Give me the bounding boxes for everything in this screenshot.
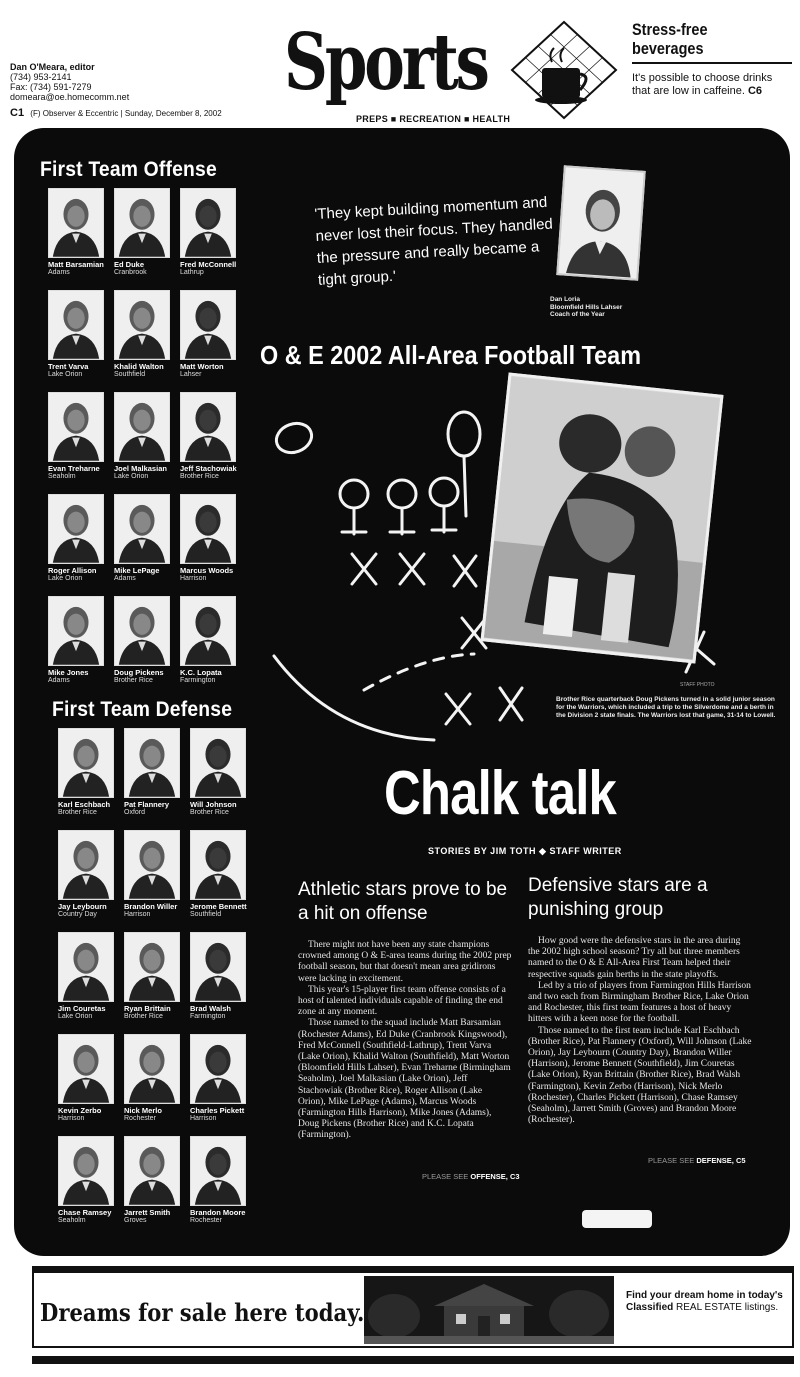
defense-player-card (124, 1034, 186, 1123)
offense-player-school: Harrison (180, 575, 207, 582)
classified-ad[interactable] (32, 1266, 794, 1348)
offense-paragraph-2: This year's 15-player first team offense consists of a host of talented individuals capable of finding the end zone at any moment. (298, 984, 506, 1018)
offense-player-school: Cranbrook (114, 269, 147, 276)
defense-player-card (190, 932, 252, 1021)
offense-player-photo (180, 494, 236, 564)
defense-paragraph-2: Led by a trio of players from Farmington Hills Harrison and two each from Birmingham Brother Rice, Lake Orion and Rochester, this first team features a host of heavy hitters with a keen nose for the football. (528, 980, 751, 1025)
defense-player-name: Pat Flannery (124, 800, 170, 809)
offense-player-photo (114, 290, 170, 360)
offense-player-name: Joel Malkasian (114, 464, 167, 473)
editor-contact (10, 62, 129, 102)
feature-headline: Chalk talk (384, 759, 616, 828)
defense-player-name: Chase Ramsey (58, 1208, 112, 1217)
offense-player-school: Brother Rice (114, 677, 153, 684)
defense-player-photo (124, 1034, 180, 1104)
offense-player-name: Khalid Walton (114, 362, 164, 371)
offense-player-school: Adams (48, 269, 70, 276)
defense-player-photo (124, 830, 180, 900)
offense-player-name: Doug Pickens (114, 668, 164, 677)
defense-player-name: Jay Leybourn (58, 902, 107, 911)
offense-player-school: Seaholm (48, 473, 76, 480)
defense-jump-prefix: PLEASE SEE (648, 1156, 695, 1165)
photo-caption: Brother Rice quarterback Doug Pickens turned in a solid junior season for the Warriors, which included a trip to the Silverdome and a berth in the Division 2 state finals. The Warriors lost that game, 31-14 to Lowell. (556, 696, 776, 719)
coach-school: Bloomfield Hills Lahser (550, 303, 623, 311)
defense-player-school: Harrison (190, 1115, 217, 1122)
offense-player-name: Mike Jones (48, 668, 89, 677)
editor-phone: (734) 953-2141 (10, 72, 72, 82)
defense-player-card (124, 932, 186, 1021)
offense-player-photo (48, 494, 104, 564)
offense-player-school: Southfield (114, 371, 146, 378)
defense-player-card (190, 1034, 252, 1123)
coffee-cup-icon (508, 20, 620, 120)
editor-fax: Fax: (734) 591-7279 (10, 82, 92, 92)
offense-player-card (180, 494, 242, 583)
page-number: C1 (10, 107, 25, 119)
defense-player-photo (190, 1034, 246, 1104)
offense-story-body (298, 940, 512, 1142)
offense-player-card (48, 188, 110, 277)
defense-player-card (124, 728, 186, 817)
defense-player-photo (58, 1034, 114, 1104)
folio-line (10, 107, 222, 119)
defense-player-school: Farmington (190, 1013, 226, 1020)
defense-player-school: Oxford (124, 809, 146, 816)
defense-player-photo (58, 932, 114, 1002)
defense-player-card (124, 830, 186, 919)
dateline: Observer & Eccentric | Sunday, December 8, 2002 (42, 109, 222, 118)
team-title: O & E 2002 All-Area Football Team (260, 340, 642, 370)
defense-player-photo (124, 932, 180, 1002)
offense-jump-ref: OFFENSE, C3 (470, 1172, 520, 1181)
defense-player-name: Brandon Willer (124, 902, 178, 911)
offense-jump-prefix: PLEASE SEE (422, 1172, 469, 1181)
teaser-text: It's possible to choose drinks that are low in caffeine. (632, 72, 773, 97)
teaser-divider (632, 62, 792, 64)
defense-player-name: Jerome Bennett (190, 902, 247, 911)
defense-player-name: Will Johnson (190, 800, 237, 809)
defense-player-name: Jim Couretas (58, 1004, 106, 1013)
offense-player-card (180, 290, 242, 379)
defense-player-name: Kevin Zerbo (58, 1106, 102, 1115)
defense-player-school: Lake Orion (58, 1013, 93, 1020)
offense-player-photo (48, 596, 104, 666)
offense-player-photo (114, 494, 170, 564)
defense-player-school: Southfield (190, 911, 222, 918)
offense-player-school: Lathrup (180, 269, 204, 276)
defense-player-card (58, 728, 120, 817)
defense-player-card (190, 728, 252, 817)
coach-caption (550, 296, 622, 319)
ad-line-3: REAL ESTATE listings. (676, 1302, 779, 1313)
defense-player-school: Rochester (190, 1217, 222, 1224)
offense-player-school: Lake Orion (114, 473, 149, 480)
teaser-headline-line1: Stress-free (632, 20, 708, 39)
coach-quote: 'They kept building momentum and never lost their focus. They handled the pressure and really became a tight group.' (314, 193, 554, 289)
defense-player-name: Ryan Brittain (124, 1004, 171, 1013)
section-subtitle: PREPS ■ RECREATION ■ HEALTH (356, 114, 511, 124)
defense-paragraph-3: Those named to the first team include Karl Eschbach (Brother Rice), Pat Flannery (Oxford), Will Johnson (Lake Orion), Jay Leybourn (Country Day), Brandon Willer (Harrison), Jerome Bennett (Southfield), Jim Couretas (Lake Orion), Ryan Brittain (Brother Rice), Brad Walsh (Farmington), Kevin Zerbo (Harrison), Nick Merlo (Rochester), Charles Pickett (Harrison), Chase Ramsey (Seaholm), Jarrett Smith (Groves) and Brandon Moore (Rochester). (528, 1025, 752, 1126)
defense-player-card (190, 830, 252, 919)
defense-player-photo (124, 728, 180, 798)
offense-player-card (114, 392, 176, 481)
offense-player-school: Lake Orion (48, 371, 83, 378)
offense-player-photo (180, 290, 236, 360)
teaser-headline[interactable] (632, 20, 708, 58)
defense-player-card (58, 1034, 120, 1123)
defense-paragraph-1: How good were the defensive stars in the area during the 2002 high school season? Try all but three members named to the O & E All-Area First Team helped their respective squads gain berths in the state playoffs. (528, 936, 741, 980)
offense-player-name: Mike LePage (114, 566, 160, 575)
offense-player-photo (48, 392, 104, 462)
defense-player-school: Brother Rice (58, 809, 97, 816)
offense-player-card (48, 494, 110, 583)
defense-heading: First Team Defense (52, 698, 233, 721)
editor-email[interactable]: domeara@oe.homecomm.net (10, 92, 130, 102)
offense-player-name: Fred McConnell (180, 260, 237, 269)
defense-player-card (190, 1136, 252, 1225)
defense-player-photo (58, 728, 114, 798)
offense-player-school: Lake Orion (48, 575, 83, 582)
section-title: Sports (284, 17, 487, 108)
defense-jump-ref: DEFENSE, C5 (696, 1156, 746, 1165)
defense-player-school: Harrison (58, 1115, 85, 1122)
defense-player-photo (58, 1136, 114, 1206)
bottom-rule (32, 1356, 794, 1364)
defense-player-name: Charles Pickett (190, 1106, 245, 1115)
offense-story-headline[interactable]: Athletic stars prove to be a hit on offense (298, 879, 508, 924)
offense-player-name: Jeff Stachowiak (180, 464, 237, 473)
promo-tag (582, 1210, 652, 1228)
feature-panel (14, 128, 790, 1256)
offense-player-name: Ed Duke (114, 260, 145, 269)
offense-player-card (48, 290, 110, 379)
offense-player-photo (180, 188, 236, 258)
offense-player-card (114, 290, 176, 379)
offense-player-name: Trent Varva (48, 362, 89, 371)
defense-player-card (124, 1136, 186, 1225)
offense-paragraph-3: Those named to the squad include Matt Barsamian (Rochester Adams), Ed Duke (Cranbrook Kingswood), Fred McConnell (Southfield-Lathrup), Trent Varva (Lake Orion), Khalid Walton (Southfield), Matt Worton (Bloomfield Hills Lahser), Evan Treharne (Birmingham Seaholm), Joel Malkasian (Lake Orion), Jeff Stachowiak (Brother Rice), Roger Allison (Lake Orion), Mike LePage (Adams), Marcus Woods (Farmington Hills Harrison), Mike Jones (Adams), Doug Pickens (Brother Rice) and K.C. Lopata (Farmington). (298, 1018, 511, 1141)
coach-title: Coach of the Year (550, 311, 605, 318)
offense-player-photo (48, 188, 104, 258)
offense-player-card (48, 392, 110, 481)
offense-player-name: K.C. Lopata (180, 668, 222, 677)
action-photo (480, 372, 723, 663)
defense-story-body (528, 936, 754, 1126)
offense-player-photo (48, 290, 104, 360)
teaser-summary[interactable] (632, 72, 792, 98)
offense-player-name: Marcus Woods (180, 566, 234, 575)
defense-player-photo (190, 830, 246, 900)
offense-player-card (114, 494, 176, 583)
defense-player-school: Rochester (124, 1115, 156, 1122)
offense-player-photo (180, 392, 236, 462)
photo-credit: STAFF PHOTO (680, 682, 715, 688)
offense-player-photo (180, 596, 236, 666)
defense-player-name: Brandon Moore (190, 1208, 246, 1217)
defense-player-photo (190, 728, 246, 798)
offense-player-name: Evan Treharne (48, 464, 100, 473)
offense-player-name: Matt Barsamian (48, 260, 104, 269)
defense-player-school: Brother Rice (124, 1013, 163, 1020)
defense-player-card (58, 1136, 120, 1225)
offense-player-photo (114, 188, 170, 258)
ad-headline: Dreams for sale here today. (40, 1298, 365, 1327)
offense-jump-link[interactable] (422, 1172, 520, 1181)
offense-player-photo (114, 596, 170, 666)
coach-name: Dan Loria (550, 296, 580, 303)
offense-player-school: Lahser (180, 371, 202, 378)
defense-player-photo (124, 1136, 180, 1206)
defense-player-school: Groves (124, 1217, 147, 1224)
offense-player-card (114, 188, 176, 277)
offense-player-card (180, 188, 242, 277)
defense-player-school: Seaholm (58, 1217, 86, 1224)
byline: STORIES BY JIM TOTH ◆ STAFF WRITER (428, 846, 622, 856)
defense-player-card (58, 830, 120, 919)
offense-player-card (180, 596, 242, 685)
defense-story-headline[interactable]: Defensive stars are a punishing group (528, 875, 708, 920)
editor-name: Dan O'Meara, editor (10, 62, 95, 72)
offense-player-name: Matt Worton (180, 362, 224, 371)
defense-player-name: Karl Eschbach (58, 800, 111, 809)
defense-player-name: Nick Merlo (124, 1106, 162, 1115)
defense-player-school: Brother Rice (190, 809, 229, 816)
defense-player-name: Jarrett Smith (124, 1208, 171, 1217)
ad-line-2: Classified (626, 1302, 674, 1313)
offense-player-card (114, 596, 176, 685)
offense-heading: First Team Offense (40, 158, 217, 181)
edition-code: (F) (30, 109, 41, 118)
offense-player-school: Brother Rice (180, 473, 219, 480)
defense-player-photo (190, 932, 246, 1002)
defense-player-school: Country Day (58, 911, 97, 918)
ad-line-1: Find your dream home in today's (626, 1290, 783, 1301)
offense-player-school: Farmington (180, 677, 216, 684)
offense-paragraph-1: There might not have been any state champions crowned among O & E-area teams during the 2002 prep football season, but that doesn't mean area gridirons were lacking in excitement. (298, 940, 512, 984)
offense-player-school: Adams (114, 575, 136, 582)
defense-jump-link[interactable] (648, 1156, 746, 1165)
coach-photo (556, 165, 645, 280)
offense-player-photo (114, 392, 170, 462)
offense-player-card (180, 392, 242, 481)
defense-player-photo (58, 830, 114, 900)
teaser-headline-line2: beverages (632, 39, 704, 58)
defense-player-school: Harrison (124, 911, 151, 918)
teaser-page-ref[interactable]: C6 (747, 85, 763, 97)
defense-player-name: Brad Walsh (190, 1004, 231, 1013)
ad-top-bar (34, 1268, 792, 1273)
house-photo (364, 1276, 614, 1344)
offense-player-name: Roger Allison (48, 566, 97, 575)
offense-player-card (48, 596, 110, 685)
offense-player-school: Adams (48, 677, 70, 684)
defense-player-card (58, 932, 120, 1021)
ad-copy (626, 1290, 794, 1314)
defense-player-photo (190, 1136, 246, 1206)
